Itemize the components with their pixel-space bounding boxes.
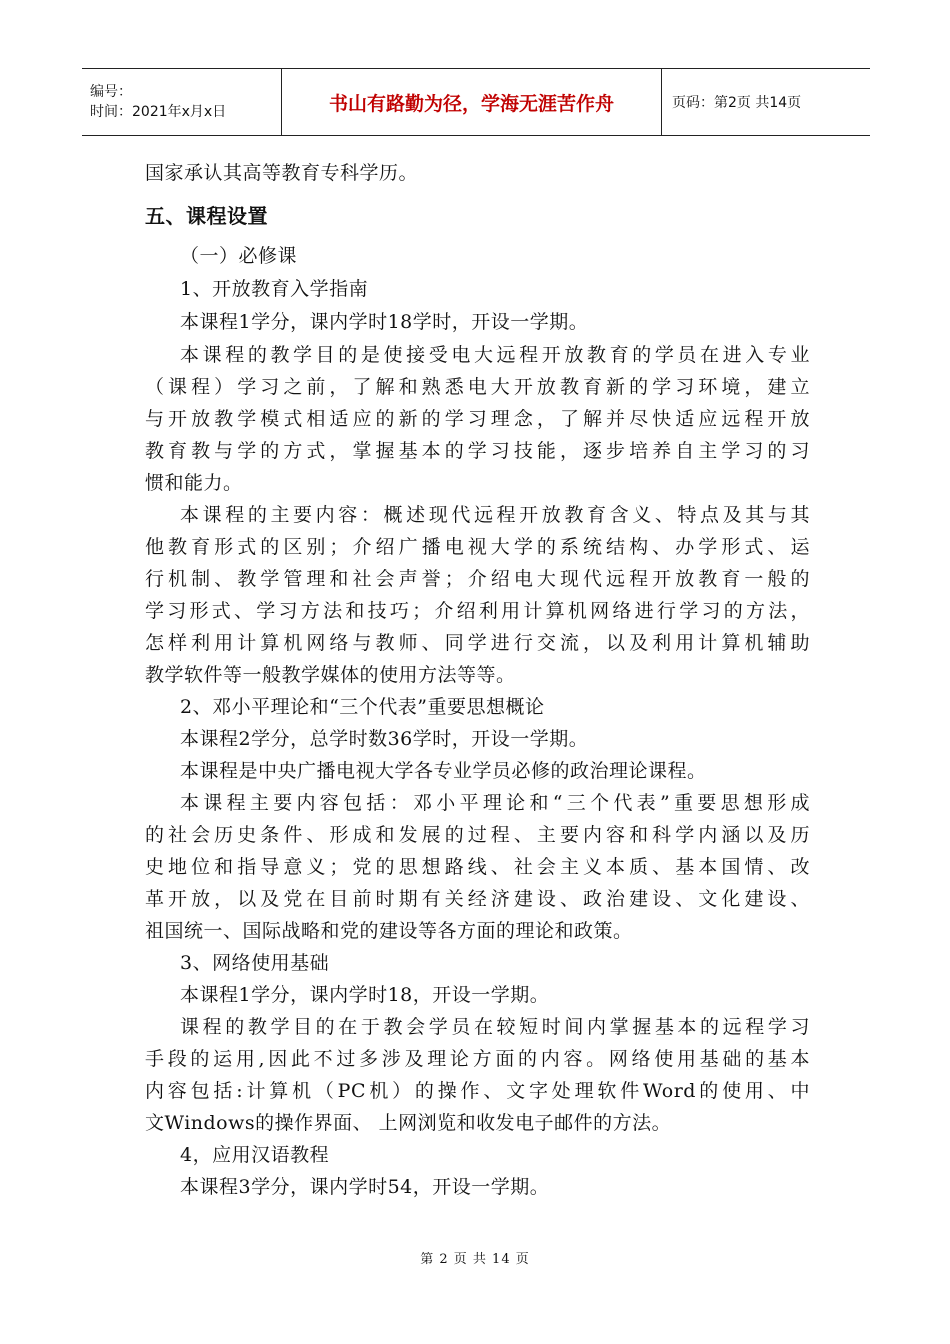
paragraph-line: 文Windows的操作界面、 上网浏览和收发电子邮件的方法。 — [145, 1112, 672, 1134]
page-header — [82, 68, 870, 136]
paragraph-line: 祖国统一、国际战略和党的建设等各方面的理论和政策。 — [145, 920, 633, 942]
subsection-heading: （一）必修课 — [180, 245, 298, 267]
paragraph-line: 本课程1学分，课内学时18学时，开设一学期。 — [180, 311, 589, 333]
paragraph-line: 与开放教学模式相适应的新的学习理念，了解并尽快适应远程开放 — [145, 408, 810, 430]
paragraph-line: 他教育形式的区别；介绍广播电视大学的系统结构、办学形式、运 — [145, 536, 810, 558]
paragraph-line: 的社会历史条件、形成和发展的过程、主要内容和科学内涵以及历 — [145, 824, 810, 846]
paragraph-line: 教学软件等一般教学媒体的使用方法等等。 — [145, 664, 516, 686]
paragraph-line: 国家承认其高等教育专科学历。 — [145, 162, 419, 184]
motto-text: 书山有路勤为径，学海无涯苦作舟 — [328, 92, 614, 115]
paragraph-line: 行机制、教学管理和社会声誉；介绍电大现代远程开放教育一般的 — [145, 568, 810, 590]
paragraph-line: 惯和能力。 — [145, 472, 243, 494]
course-title: 4，应用汉语教程 — [180, 1144, 330, 1166]
header-page-info: 页码：第2页 共14页 — [672, 95, 802, 111]
paragraph-line: 课程的教学目的在于教会学员在较短时间内掌握基本的远程学习 — [180, 1016, 810, 1038]
document-number-label: 编号： — [90, 84, 132, 100]
paragraph-line: 史地位和指导意义；党的思想路线、社会主义本质、基本国情、改 — [145, 856, 810, 878]
course-title: 1、开放教育入学指南 — [180, 278, 369, 300]
page-footer: 第 2 页 共 14 页 — [420, 1252, 530, 1267]
paragraph-line: 本课程1学分，课内学时18，开设一学期。 — [180, 984, 550, 1006]
paragraph-line: 本课程主要内容包括：邓小平理论和“三个代表”重要思想形成 — [180, 792, 810, 814]
course-title: 2、邓小平理论和“三个代表”重要思想概论 — [180, 696, 545, 718]
document-date-label: 时间：2021年x月x日 — [90, 104, 227, 120]
course-title: 3、网络使用基础 — [180, 952, 330, 974]
paragraph-line: 本课程2学分，总学时数36学时，开设一学期。 — [180, 728, 589, 750]
paragraph-line: 教育教与学的方式，掌握基本的学习技能，逐步培养自主学习的习 — [145, 440, 810, 462]
header-motto — [282, 69, 662, 135]
paragraph-line: 革开放，以及党在目前时期有关经济建设、政治建设、文化建设、 — [145, 888, 810, 910]
section-heading: 五、课程设置 — [145, 204, 268, 228]
paragraph-line: 手段的运用,因此不过多涉及理论方面的内容。网络使用基础的基本 — [145, 1048, 810, 1070]
header-meta — [82, 69, 282, 135]
paragraph-line: 本课程的主要内容：概述现代远程开放教育含义、特点及其与其 — [180, 504, 810, 526]
paragraph-line: 本课程的教学目的是使接受电大远程开放教育的学员在进入专业 — [180, 344, 810, 366]
paragraph-line: 本课程是中央广播电视大学各专业学员必修的政治理论课程。 — [180, 760, 707, 782]
paragraph-line: 学习形式、学习方法和技巧；介绍利用计算机网络进行学习的方法， — [145, 600, 810, 622]
paragraph-line: 内容包括:计算机（PC机）的操作、文字处理软件Word的使用、中 — [145, 1080, 810, 1102]
paragraph-line: 本课程3学分，课内学时54，开设一学期。 — [180, 1176, 550, 1198]
paragraph-line: （课程）学习之前，了解和熟悉电大开放教育新的学习环境，建立 — [145, 376, 810, 398]
paragraph-line: 怎样利用计算机网络与教师、同学进行交流，以及利用计算机辅助 — [145, 632, 810, 654]
